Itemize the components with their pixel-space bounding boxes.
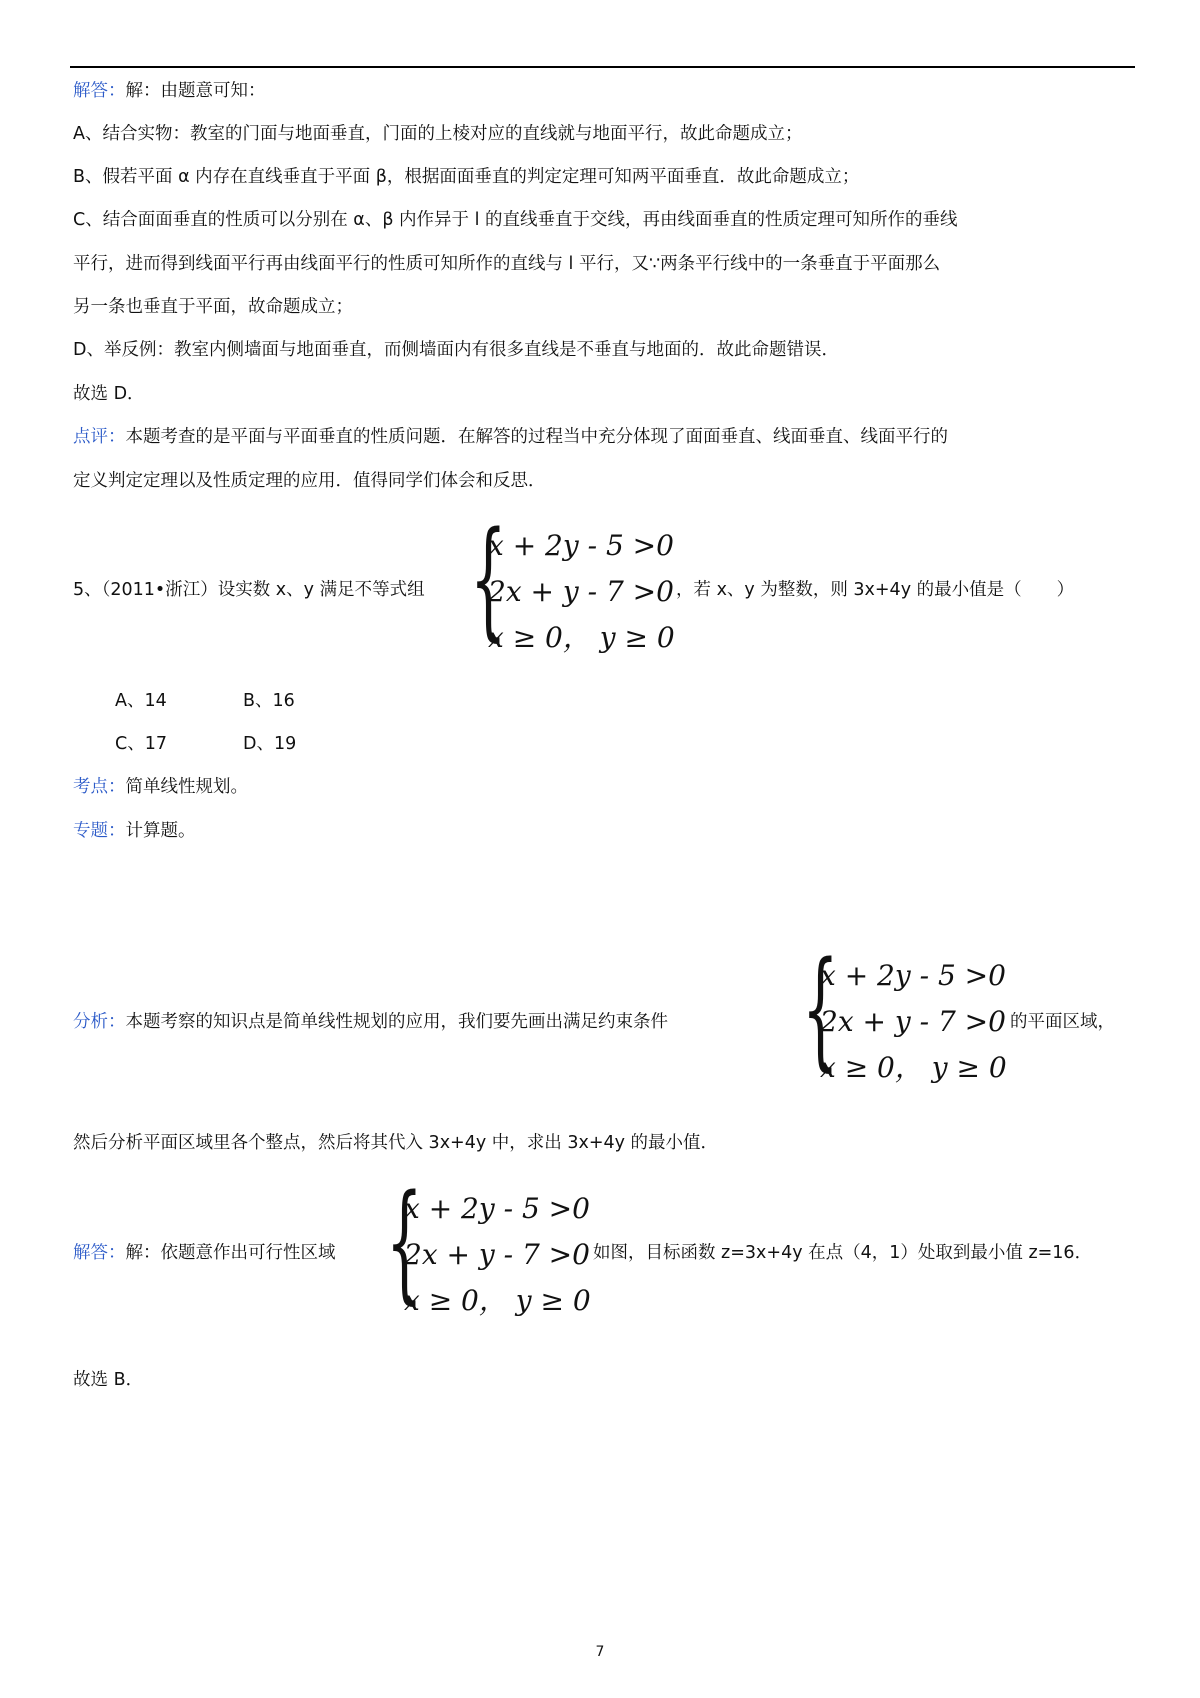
inequality-system-answer <box>386 1168 626 1325</box>
option-d: D、19 <box>243 734 297 754</box>
q4-answer-c2: 平行，进而得到线面平行再由线面平行的性质可知所作的直线与 l 平行，又∵两条平行线中的一条垂直于平面那么 <box>73 254 941 274</box>
q4-answer-c3: 另一条也垂直于平面，故命题成立； <box>73 297 353 317</box>
option-b: B、16 <box>243 691 295 711</box>
q5-prefix: 5、（2011•浙江）设实数 x、y 满足不等式组 <box>73 580 425 600</box>
inequality-2: 2x + y - 7 >0 <box>488 575 674 608</box>
page-number: 7 <box>595 1644 605 1660</box>
inequality-3: x ≥ 0， y ≥ 0 <box>820 1051 1007 1084</box>
left-brace: { <box>470 505 507 654</box>
q5-analysis-suffix: 的平面区域， <box>1010 1012 1115 1032</box>
q5-analysis-line2: 然后分析平面区域里各个整点，然后将其代入 3x+4y 中，求出 3x+4y 的最小值． <box>73 1133 719 1153</box>
q5-answer-line: 解答：解：依题意作出可行性区域 <box>73 1243 336 1263</box>
inequality-1: x + 2y - 5 >0 <box>488 529 674 562</box>
q4-answer-b: B、假若平面 α 内存在直线垂直于平面 β，根据面面垂直的判定定理可知两平面垂直．故此命题成立； <box>73 167 860 187</box>
q5-answer-suffix: 如图，目标函数 z=3x+4y 在点（4，1）处取到最小值 z=16． <box>593 1243 1093 1263</box>
q5-choose: 故选 B． <box>73 1370 144 1390</box>
inequality-1: x + 2y - 5 >0 <box>404 1192 590 1225</box>
point-label: 考点： <box>73 777 126 797</box>
inequality-2: 2x + y - 7 >0 <box>404 1238 590 1271</box>
header-rule <box>70 66 1135 68</box>
q5-topic: 专题：计算题。 <box>73 821 196 841</box>
q5-analysis-line1: 分析：本题考察的知识点是简单线性规划的应用，我们要先画出满足约束条件 <box>73 1012 668 1032</box>
comment-label: 点评： <box>73 427 126 447</box>
q4-answer-c1: C、结合面面垂直的性质可以分别在 α、β 内作异于 l 的直线垂直于交线，再由线面垂直的性质定理可知所作的垂线 <box>73 210 958 230</box>
q5-point: 考点：简单线性规划。 <box>73 777 248 797</box>
q4-answer-d: D、举反例：教室内侧墙面与地面垂直，而侧墙面内有很多直线是不垂直与地面的．故此命题错误． <box>73 340 839 360</box>
q5-suffix: ，若 x、y 为整数，则 3x+4y 的最小值是（ ） <box>676 580 1075 600</box>
q4-answer-a: A、结合实物：教室的门面与地面垂直，门面的上棱对应的直线就与地面平行，故此命题成立； <box>73 124 803 144</box>
analysis-label: 分析： <box>73 1012 126 1032</box>
answer-label: 解答： <box>73 1243 126 1263</box>
left-brace: { <box>802 935 839 1084</box>
topic-label: 专题： <box>73 821 126 841</box>
q4-choose: 故选 D． <box>73 384 145 404</box>
answer-label: 解答： <box>73 81 126 101</box>
inequality-2: 2x + y - 7 >0 <box>820 1005 1006 1038</box>
inequality-3: x ≥ 0， y ≥ 0 <box>488 621 675 654</box>
option-a: A、14 <box>115 691 167 711</box>
q4-comment-line1: 点评：本题考查的是平面与平面垂直的性质问题．在解答的过程当中充分体现了面面垂直、线面垂直、线面平行的 <box>73 427 948 447</box>
option-c: C、17 <box>115 734 167 754</box>
q4-answer-intro: 解答：解：由题意可知： <box>73 81 266 101</box>
inequality-3: x ≥ 0， y ≥ 0 <box>404 1284 591 1317</box>
inequality-1: x + 2y - 5 >0 <box>820 959 1006 992</box>
q4-comment-line2: 定义判定定理以及性质定理的应用．值得同学们体会和反思． <box>73 471 546 491</box>
inequality-system-analysis <box>802 935 1042 1092</box>
inequality-system-question <box>470 505 710 662</box>
left-brace: { <box>386 1168 423 1317</box>
